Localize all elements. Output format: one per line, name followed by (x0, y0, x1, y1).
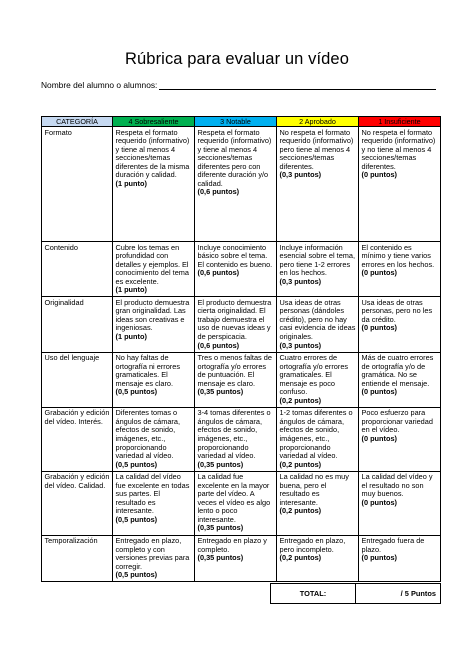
rubric-cell (277, 127, 359, 242)
rubric-cell (359, 407, 441, 471)
rubric-cell (277, 352, 359, 407)
cell-points: (0,2 puntos) (279, 506, 322, 516)
cell-points: (0 puntos) (361, 497, 397, 507)
table-row (42, 535, 441, 582)
rubric-table (41, 116, 441, 582)
row-category: Contenido (42, 242, 113, 297)
rubric-cell (195, 535, 277, 582)
row-category: Originalidad (42, 297, 113, 352)
cell-points: (0 puntos) (361, 553, 397, 563)
cell-text: Más de cuatro errores de ortografía y/o de gramática. No se entiende el mensaje. (361, 353, 434, 388)
cell-points: (1 punto) (115, 178, 147, 188)
cell-text: 3-4 tomas diferentes o ángulos de cámara, efectos de sonido, imágenes, etc., proporcionando variedad al vídeo. (197, 408, 271, 461)
cell-text: Usa ideas de otras personas (dándoles crédito), pero no hay casi evidencia de ideas originales. (279, 297, 356, 341)
total-table (270, 583, 441, 604)
cell-points: (0,3 puntos) (279, 170, 322, 180)
cell-points: (0,6 puntos) (197, 187, 240, 197)
cell-points: (0,5 puntos) (115, 459, 158, 469)
rubric-cell (113, 297, 195, 352)
rubric-cell (359, 471, 441, 535)
cell-points: (0,35 puntos) (197, 459, 244, 469)
cell-text: Entregado en plazo, completo y con versiones previas para corregir. (115, 536, 190, 571)
cell-text: Incluye información esencial sobre el tema, pero tiene 1-2 errores en los hechos. (279, 242, 356, 278)
cell-points: (0,35 puntos) (197, 553, 244, 563)
cell-text: La calidad fue excelente en la mayor parte del vídeo. A veces el vídeo es algo lento o poco interesante. (197, 472, 271, 524)
cell-points: (0 puntos) (361, 268, 397, 278)
cell-points: (0 puntos) (361, 387, 397, 397)
cell-text: No respeta el formato requerido (informativo) pero tiene al menos 4 secciones/temas diferentes. (279, 127, 354, 171)
header-category: CATEGORÍA (42, 117, 113, 127)
cell-points: (0,2 puntos) (279, 395, 322, 405)
rubric-cell (277, 242, 359, 297)
cell-text: Respeta el formato requerido (informativo) y tiene al menos 4 secciones/temas diferentes pero con diferente duración y/o calidad. (197, 127, 272, 188)
cell-text: No respeta el formato requerido (informativo) y no tiene al menos 4 secciones/temas diferentes. (361, 127, 436, 171)
cell-text: Usa ideas de otras personas, pero no les da crédito. (361, 297, 433, 324)
cell-text: No hay faltas de ortografía ni errores gramaticales. El mensaje es claro. (115, 353, 180, 388)
student-name-blank (159, 80, 436, 90)
cell-points: (0,35 puntos) (197, 387, 244, 397)
cell-text: Diferentes tomas o ángulos de cámara, efectos de sonido, imágenes, etc., proporcionando variedad al vídeo. (115, 408, 181, 461)
row-category: Grabación y edición del vídeo. Calidad. (42, 471, 113, 535)
row-category: Grabación y edición del vídeo. Interés. (42, 407, 113, 471)
cell-points: (0,2 puntos) (279, 459, 322, 469)
table-row (42, 352, 441, 407)
table-row (42, 297, 441, 352)
rubric-cell (359, 535, 441, 582)
table-row (42, 127, 441, 242)
cell-text: Entregado en plazo, pero incompleto. (279, 536, 346, 554)
rubric-cell (195, 127, 277, 242)
rubric-cell (359, 127, 441, 242)
cell-points: (0,35 puntos) (197, 523, 244, 533)
cell-text: La calidad del vídeo fue excelente en todas sus partes. El resultado es interesante. (115, 472, 190, 516)
cell-text: Cuatro errores de ortografía y/o errores gramaticales. El mensaje es poco confuso. (279, 353, 349, 397)
rubric-cell (113, 471, 195, 535)
rubric-cell (359, 352, 441, 407)
cell-text: El producto demuestra gran originalidad. Las ideas son creativas e ingeniosas. (115, 297, 190, 333)
rubric-cell (277, 297, 359, 352)
cell-text: La calidad no es muy buena, pero el resultado es interesante. (279, 472, 349, 507)
row-category: Temporalización (42, 535, 113, 582)
rubric-cell (195, 242, 277, 297)
cell-points: (0,5 puntos) (115, 570, 158, 580)
header-notable: 3 Notable (195, 117, 277, 127)
header-row (42, 117, 441, 127)
total-value: / 5 Puntos (356, 584, 441, 604)
rubric-cell (113, 352, 195, 407)
table-row (42, 407, 441, 471)
cell-text: Poco esfuerzo para proporcionar variedad en el vídeo. (361, 408, 433, 435)
cell-points: (0,3 puntos) (279, 340, 322, 350)
cell-text: Respeta el formato requerido (informativo) y tiene al menos 4 secciones/temas diferentes de la misma duración y calidad. (115, 127, 190, 180)
student-name-label: Nombre del alumno o alumnos: (41, 80, 158, 90)
cell-points: (0 puntos) (361, 323, 397, 333)
cell-text: Incluye conocimiento básico sobre el tema. El contenido es bueno. (197, 242, 273, 269)
cell-text: Entregado fuera de plazo. (361, 536, 425, 554)
page-title: Rúbrica para evaluar un vídeo (125, 50, 349, 68)
cell-points: (1 punto) (115, 331, 147, 341)
cell-points: (0 puntos) (361, 433, 397, 443)
cell-text: Cubre los temas en profundidad con detalles y ejemplos. El conocimiento del tema es excelente. (115, 242, 189, 286)
student-name-line (41, 80, 436, 90)
rubric-cell (277, 535, 359, 582)
cell-points: (0,6 puntos) (197, 268, 240, 278)
cell-text: El contenido es mínimo y tiene varios errores en los hechos. (361, 242, 435, 269)
cell-text: 1-2 tomas diferentes o ángulos de cámara, efectos de sonido, imágenes, etc., proporcionando variedad al vídeo. (279, 408, 353, 461)
rubric-cell (113, 535, 195, 582)
cell-text: Tres o menos faltas de ortografía y/o errores de puntuación. El mensaje es claro. (197, 353, 272, 388)
total-label: TOTAL: (271, 584, 356, 604)
header-insuficiente: 1 Insuficiente (359, 117, 441, 127)
total-row (271, 584, 441, 604)
cell-points: (0 puntos) (361, 170, 397, 180)
table-row (42, 471, 441, 535)
cell-text: Entregado en plazo y completo. (197, 536, 267, 554)
row-category: Formato (42, 127, 113, 242)
rubric-cell (277, 407, 359, 471)
cell-points: (0,3 puntos) (279, 276, 322, 286)
rubric-cell (195, 471, 277, 535)
rubric-cell (195, 352, 277, 407)
cell-text: La calidad del vídeo y el resultado no son muy buenos. (361, 472, 433, 499)
cell-points: (0,5 puntos) (115, 514, 158, 524)
rubric-cell (113, 127, 195, 242)
cell-points: (0,6 puntos) (197, 340, 240, 350)
cell-points: (0,5 puntos) (115, 387, 158, 397)
table-row (42, 242, 441, 297)
cell-points: (0,2 puntos) (279, 553, 322, 563)
header-sobresaliente: 4 Sobresaliente (113, 117, 195, 127)
row-category: Uso del lenguaje (42, 352, 113, 407)
rubric-cell (113, 242, 195, 297)
rubric-cell (195, 297, 277, 352)
rubric-cell (359, 242, 441, 297)
cell-points: (1 punto) (115, 285, 147, 295)
rubric-cell (277, 471, 359, 535)
rubric-cell (359, 297, 441, 352)
rubric-cell (195, 407, 277, 471)
rubric-cell (113, 407, 195, 471)
cell-text: El producto demuestra cierta originalidad. El trabajo demuestra el uso de nuevas ideas y de perspicacia. (197, 297, 272, 341)
header-aprobado: 2 Aprobado (277, 117, 359, 127)
